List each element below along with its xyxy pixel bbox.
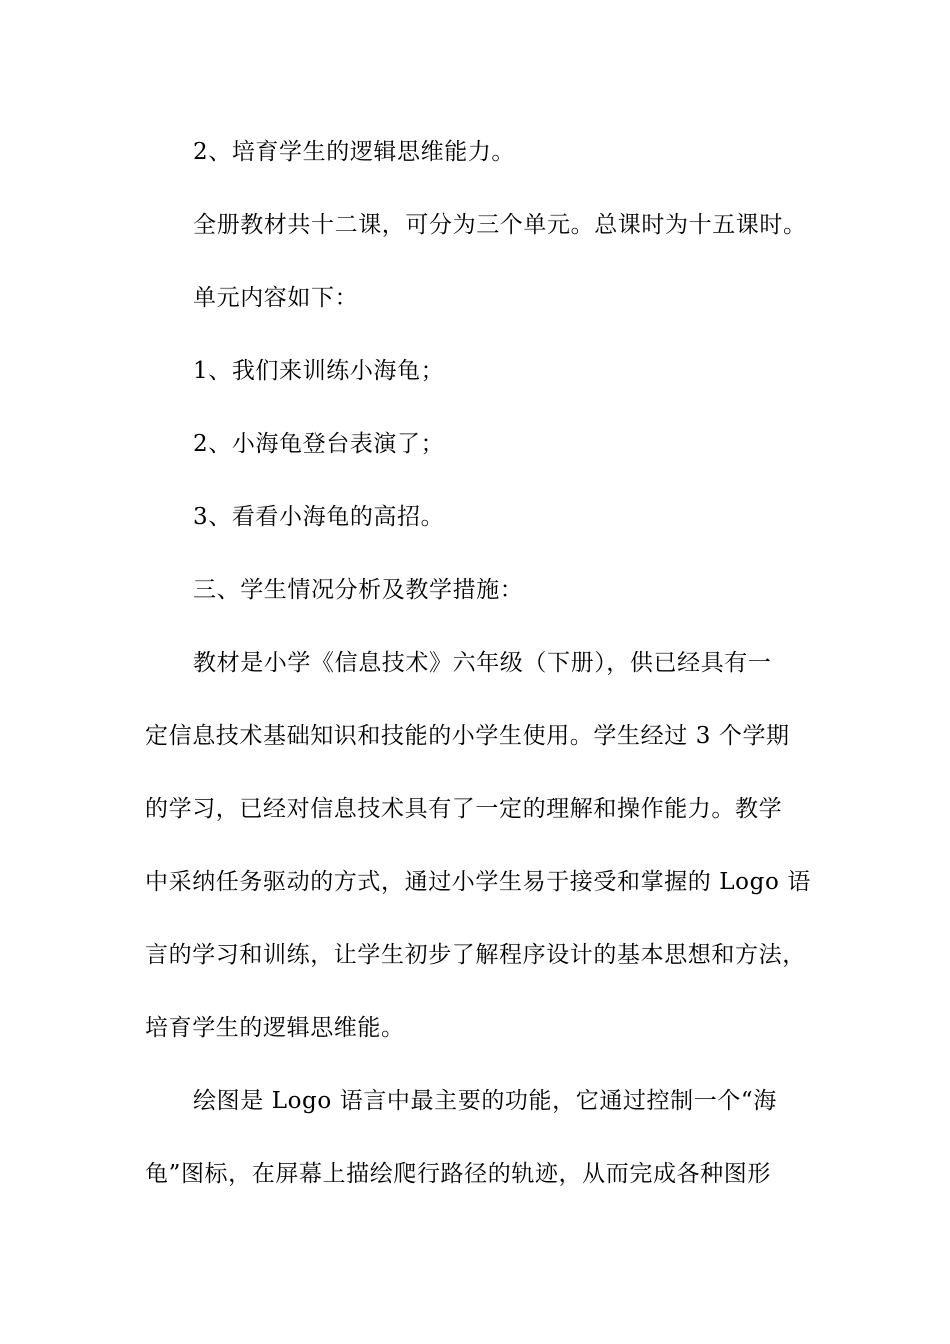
text-line-1: 2、培育学生的逻辑思维能力。 xyxy=(193,139,516,165)
text-line-3: 单元内容如下： xyxy=(193,285,359,311)
section-heading: 三、学生情况分析及教学措施： xyxy=(193,577,524,603)
text-line-11: 中采纳任务驱动的方式，通过小学生易于接受和掌握的 Logo 语 xyxy=(145,869,811,895)
text-line-8: 教材是小学《信息技术》六年级（下册），供已经具有一 xyxy=(193,650,772,676)
text-line-4: 1、我们来训练小海龟； xyxy=(193,358,445,384)
text-line-2: 全册教材共十二课，可分为三个单元。总课时为十五课时。 xyxy=(193,212,807,238)
text-line-15: 龟”图标，在屏幕上描绘爬行路径的轨迹，从而完成各种图形 xyxy=(145,1161,771,1187)
text-line-12: 言的学习和训练，让学生初步了解程序设计的基本思想和方法， xyxy=(145,942,806,968)
text-line-9: 定信息技术基础知识和技能的小学生使用。学生经过 3 个学期 xyxy=(145,723,790,749)
text-line-10: 的学习，已经对信息技术具有了一定的理解和操作能力。教学 xyxy=(145,796,783,822)
text-line-5: 2、小海龟登台表演了； xyxy=(193,431,445,457)
text-line-14: 绘图是 Logo 语言中最主要的功能，它通过控制一个“海 xyxy=(193,1088,777,1114)
text-line-13: 培育学生的逻辑思维能。 xyxy=(145,1015,405,1041)
text-line-6: 3、看看小海龟的高招。 xyxy=(193,504,445,530)
